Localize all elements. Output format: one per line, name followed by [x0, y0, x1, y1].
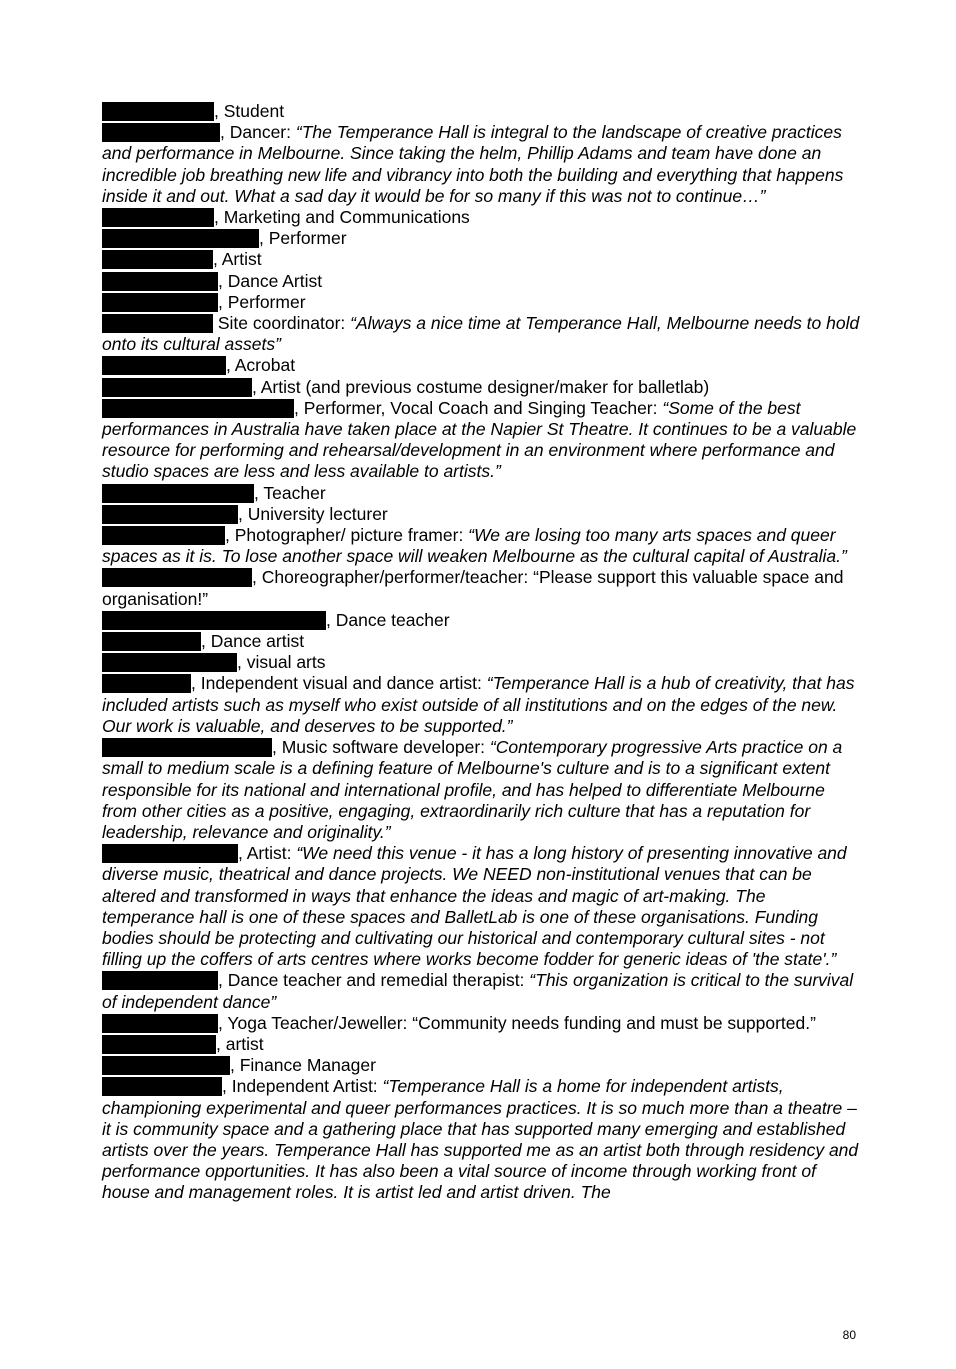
contributor-role: , Artist	[213, 249, 262, 270]
contributor-role: , Music software developer:	[272, 737, 490, 758]
contributor-role: , artist	[216, 1033, 264, 1054]
contributor-role: , Artist:	[238, 843, 297, 864]
testimonial-entry	[102, 970, 862, 1012]
contributor-role: , Independent visual and dance artist:	[191, 673, 487, 694]
redacted-name	[102, 568, 252, 587]
testimonial-entry	[102, 271, 862, 292]
testimonial-entry	[102, 737, 862, 843]
testimonial-entry	[102, 249, 862, 270]
testimonial-entry	[102, 1055, 862, 1076]
redacted-name	[102, 653, 237, 672]
testimonial-quote: “The Temperance Hall is integral to the landscape of creative practices and performance in Melbourne. Since taking the helm, Phillip Adams and team have done an incredible job breathing new life and vibrancy into both the building and everything that happens inside it and out. What a sad day it would be for so many if this was not to continue…”	[102, 122, 844, 206]
testimonial-entry	[102, 483, 862, 504]
testimonial-entry	[102, 292, 862, 313]
testimonial-entry	[102, 652, 862, 673]
testimonial-entry	[102, 843, 862, 970]
testimonial-entry	[102, 631, 862, 652]
testimonial-quote: “Always a nice time at Temperance Hall, Melbourne needs to hold onto its cultural assets”	[102, 313, 860, 355]
document-body	[102, 101, 862, 1204]
testimonial-entry	[102, 567, 862, 609]
testimonial-entry	[102, 1013, 862, 1034]
testimonial-entry	[102, 228, 862, 249]
contributor-role: , Dance teacher and remedial therapist:	[218, 970, 530, 991]
testimonial-quote: “Temperance Hall is a home for independent artists, championing experimental and queer performances practices. It is so much more than a theatre – it is community space and a gathering place that has supported many emerging and established artists over the years. Temperance Hall has supported me as an artist both through residency and performance opportunities. It has also been a vital source of income through working front of house and management roles. It is artist led and artist driven. The	[102, 1076, 859, 1203]
redacted-name	[102, 1056, 230, 1075]
testimonial-entry	[102, 525, 862, 567]
testimonial-entry	[102, 377, 862, 398]
redacted-name	[102, 272, 218, 291]
redacted-name	[102, 611, 326, 630]
contributor-role: , visual arts	[237, 652, 326, 673]
testimonial-entry	[102, 398, 862, 483]
testimonial-entry	[102, 122, 862, 207]
redacted-name	[102, 250, 213, 269]
redacted-name	[102, 844, 238, 863]
contributor-role: , Performer	[218, 291, 306, 312]
redacted-name	[102, 484, 254, 503]
contributor-role: Site coordinator:	[213, 313, 351, 334]
testimonial-quote: “We are losing too many arts spaces and queer spaces as it is. To lose another space will weaken Melbourne as the cultural capital of Australia.”	[102, 525, 847, 567]
testimonial-entry	[102, 1034, 862, 1055]
testimonial-entry	[102, 610, 862, 631]
contributor-role: , Acrobat	[226, 355, 296, 376]
redacted-name	[102, 505, 238, 524]
page-number: 80	[842, 1328, 856, 1342]
testimonial-quote: “Contemporary progressive Arts practice on a small to medium scale is a defining feature of Melbourne's culture and is to a significant extent responsible for its national and international profile, and has helped to differentiate Melbourne from other cities as a positive, engaging, extraordinarily rich culture that has a reputation for leadership, relevance and originality.”	[102, 737, 843, 842]
redacted-name	[102, 314, 213, 333]
redacted-name	[102, 971, 218, 990]
testimonial-entry	[102, 673, 862, 737]
redacted-name	[102, 399, 294, 418]
contributor-role: , University lecturer	[238, 503, 388, 524]
contributor-role: , Dance teacher	[326, 609, 450, 630]
contributor-role: , Marketing and Communications	[214, 207, 470, 228]
contributor-role: , Finance Manager	[230, 1055, 376, 1076]
testimonial-entry	[102, 313, 862, 355]
contributor-role: , Teacher	[254, 482, 326, 503]
contributor-role: , Artist (and previous costume designer/maker for balletlab)	[252, 376, 710, 397]
redacted-name	[102, 208, 214, 227]
contributor-role: , Dance Artist	[218, 270, 323, 291]
testimonial-quote: “Temperance Hall is a hub of creativity, that has included artists such as myself who exist outside of all institutions and on the edges of the new. Our work is valuable, and deserves to be supported.”	[102, 673, 855, 736]
testimonial-entry	[102, 207, 862, 228]
contributor-role: , Photographer/ picture framer:	[225, 525, 469, 546]
testimonial-entry	[102, 101, 862, 122]
redacted-name	[102, 1035, 216, 1054]
testimonial-list	[102, 101, 862, 1204]
testimonial-quote: “Some of the best performances in Australia have taken place at the Napier St Theatre. It continues to be a valuable resource for performing and rehearsal/development in an environment where performance and studio spaces are less and less available to artists.”	[102, 397, 857, 482]
contributor-role: , Independent Artist:	[222, 1076, 383, 1097]
testimonial-quote: “We need this venue - it has a long history of presenting innovative and diverse music, theatrical and dance projects. We NEED non-institutional venues that can be altered and transformed in ways that enhance the ideas and magic of art-making. The temperance hall is one of these spaces and BalletLab is one of these organisations. Funding bodies should be protecting and cultivating our historical and contemporary cultural sites - not filling up the coffers of arts centres where works become fodder for generic ideas of 'the state'.”	[102, 843, 847, 970]
redacted-name	[102, 378, 252, 397]
contributor-role: , Dance artist	[201, 631, 305, 652]
redacted-name	[102, 123, 220, 142]
redacted-name	[102, 1077, 222, 1096]
contributor-role: , Performer, Vocal Coach and Singing Teacher:	[294, 397, 663, 418]
contributor-role: , Choreographer/performer/teacher: “Please support this valuable space and organisation!”	[102, 567, 844, 609]
redacted-name	[102, 229, 259, 248]
redacted-name	[102, 356, 226, 375]
testimonial-entry	[102, 1076, 862, 1203]
contributor-role: , Performer	[259, 228, 347, 249]
redacted-name	[102, 293, 218, 312]
contributor-role: , Dancer:	[220, 122, 296, 143]
redacted-name	[102, 1014, 218, 1033]
testimonial-entry	[102, 355, 862, 376]
redacted-name	[102, 738, 272, 757]
contributor-role: , Yoga Teacher/Jeweller: “Community needs funding and must be supported.”	[218, 1012, 816, 1033]
redacted-name	[102, 674, 191, 693]
redacted-name	[102, 102, 214, 121]
redacted-name	[102, 526, 225, 545]
testimonial-quote: “This organization is critical to the survival of independent dance”	[102, 970, 854, 1012]
contributor-role: , Student	[214, 101, 285, 121]
redacted-name	[102, 632, 201, 651]
testimonial-entry	[102, 504, 862, 525]
